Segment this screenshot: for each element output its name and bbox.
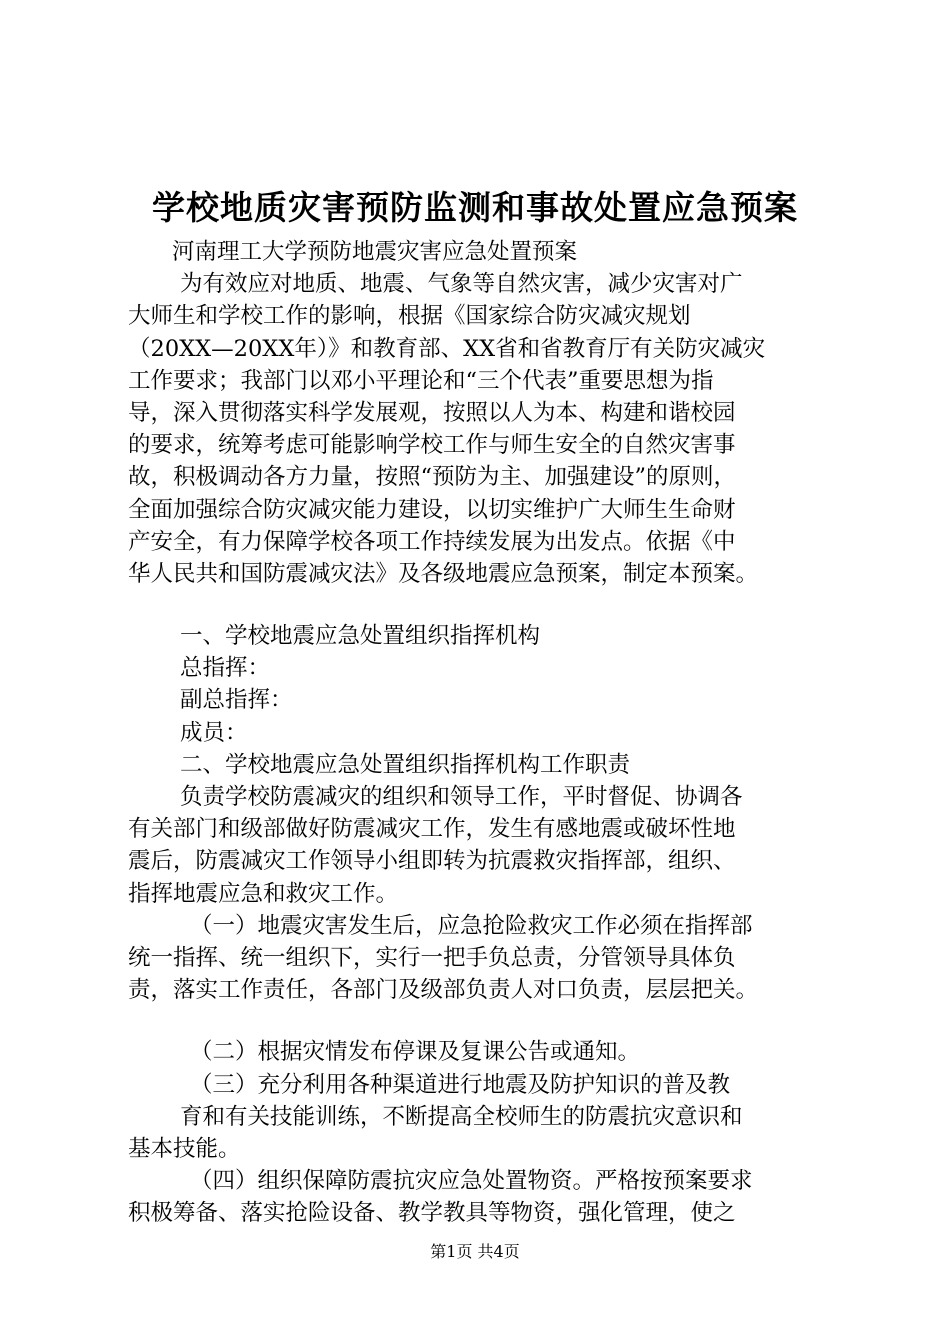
- paragraph-line: （一）地震灾害发生后，应急抢险救灾工作必须在指挥部: [190, 912, 753, 939]
- paragraph-line: 负责学校防震减灾的组织和领导工作，平时督促、协调各: [180, 784, 743, 810]
- role-label: 总指挥：: [180, 655, 271, 682]
- paragraph-line: 华人民共和国防震减灾法》及各级地震应急预案，制定本预案。: [128, 560, 759, 587]
- paragraph-line: （四）组织保障防震抗灾应急处置物资。严格按预案要求: [190, 1168, 753, 1195]
- paragraph-line: 有关部门和级部做好防震减灾工作，发生有感地震或破坏性地: [128, 816, 736, 843]
- paragraph-line: 基本技能。: [128, 1135, 241, 1162]
- role-label: 副总指挥：: [180, 687, 293, 714]
- paragraph-line: 的要求，统筹考虑可能影响学校工作与师生安全的自然灾害事: [128, 432, 736, 459]
- paragraph-line: 为有效应对地质、地震、气象等自然灾害，减少灾害对广: [180, 271, 743, 298]
- paragraph-line: 责，落实工作责任，各部门及级部负责人对口负责，层层把关。: [128, 977, 759, 1004]
- paragraph-line: 全面加强综合防灾减灾能力建设，以切实维护广大师生生命财: [128, 496, 736, 523]
- paragraph-line: （三）充分利用各种渠道进行地震及防护知识的普及教: [190, 1071, 731, 1098]
- paragraph-line: （20XX—20XX年）》和教育部、XX省和省教育厅有关防灾减灾: [128, 335, 766, 362]
- paragraph-line: 积极筹备、落实抢险设备、教学教具等物资，强化管理，使之: [128, 1200, 736, 1227]
- document-title: 学校地质灾害预防监测和事故处置应急预案: [152, 188, 798, 227]
- paragraph-line: 产安全，有力保障学校各项工作持续发展为出发点。依据《中: [128, 528, 736, 555]
- role-label: 成员：: [180, 719, 248, 746]
- paragraph-line: 故，积极调动各方力量，按照“预防为主、加强建设”的原则，: [128, 464, 737, 491]
- paragraph-line: 震后，防震减灾工作领导小组即转为抗震救灾指挥部，组织、: [128, 848, 736, 875]
- subtitle-line: 河南理工大学预防地震灾害应急处置预案: [172, 239, 578, 265]
- paragraph-line: 导，深入贯彻落实科学发展观，按照以人为本、构建和谐校园: [128, 399, 736, 426]
- paragraph-line: （二）根据灾情发布停课及复课公告或通知。: [190, 1039, 641, 1066]
- document-body: [128, 236, 828, 1229]
- paragraph-line: 大师生和学校工作的影响，根据《国家综合防灾减灾规划: [128, 303, 691, 330]
- paragraph-line: 统一指挥、统一组织下，实行一把手负总责，分管领导具体负: [128, 944, 736, 971]
- paragraph-line: 指挥地震应急和救灾工作。: [128, 880, 399, 907]
- section-heading: 一、学校地震应急处置组织指挥机构: [180, 623, 541, 650]
- page-footer: 第1页 共4页: [430, 1242, 520, 1261]
- section-heading: 二、学校地震应急处置组织指挥机构工作职责: [180, 751, 631, 778]
- paragraph-line: 工作要求；我部门以邓小平理论和“三个代表”重要思想为指: [128, 367, 714, 394]
- paragraph-line: 育和有关技能训练，不断提高全校师生的防震抗灾意识和: [180, 1103, 743, 1130]
